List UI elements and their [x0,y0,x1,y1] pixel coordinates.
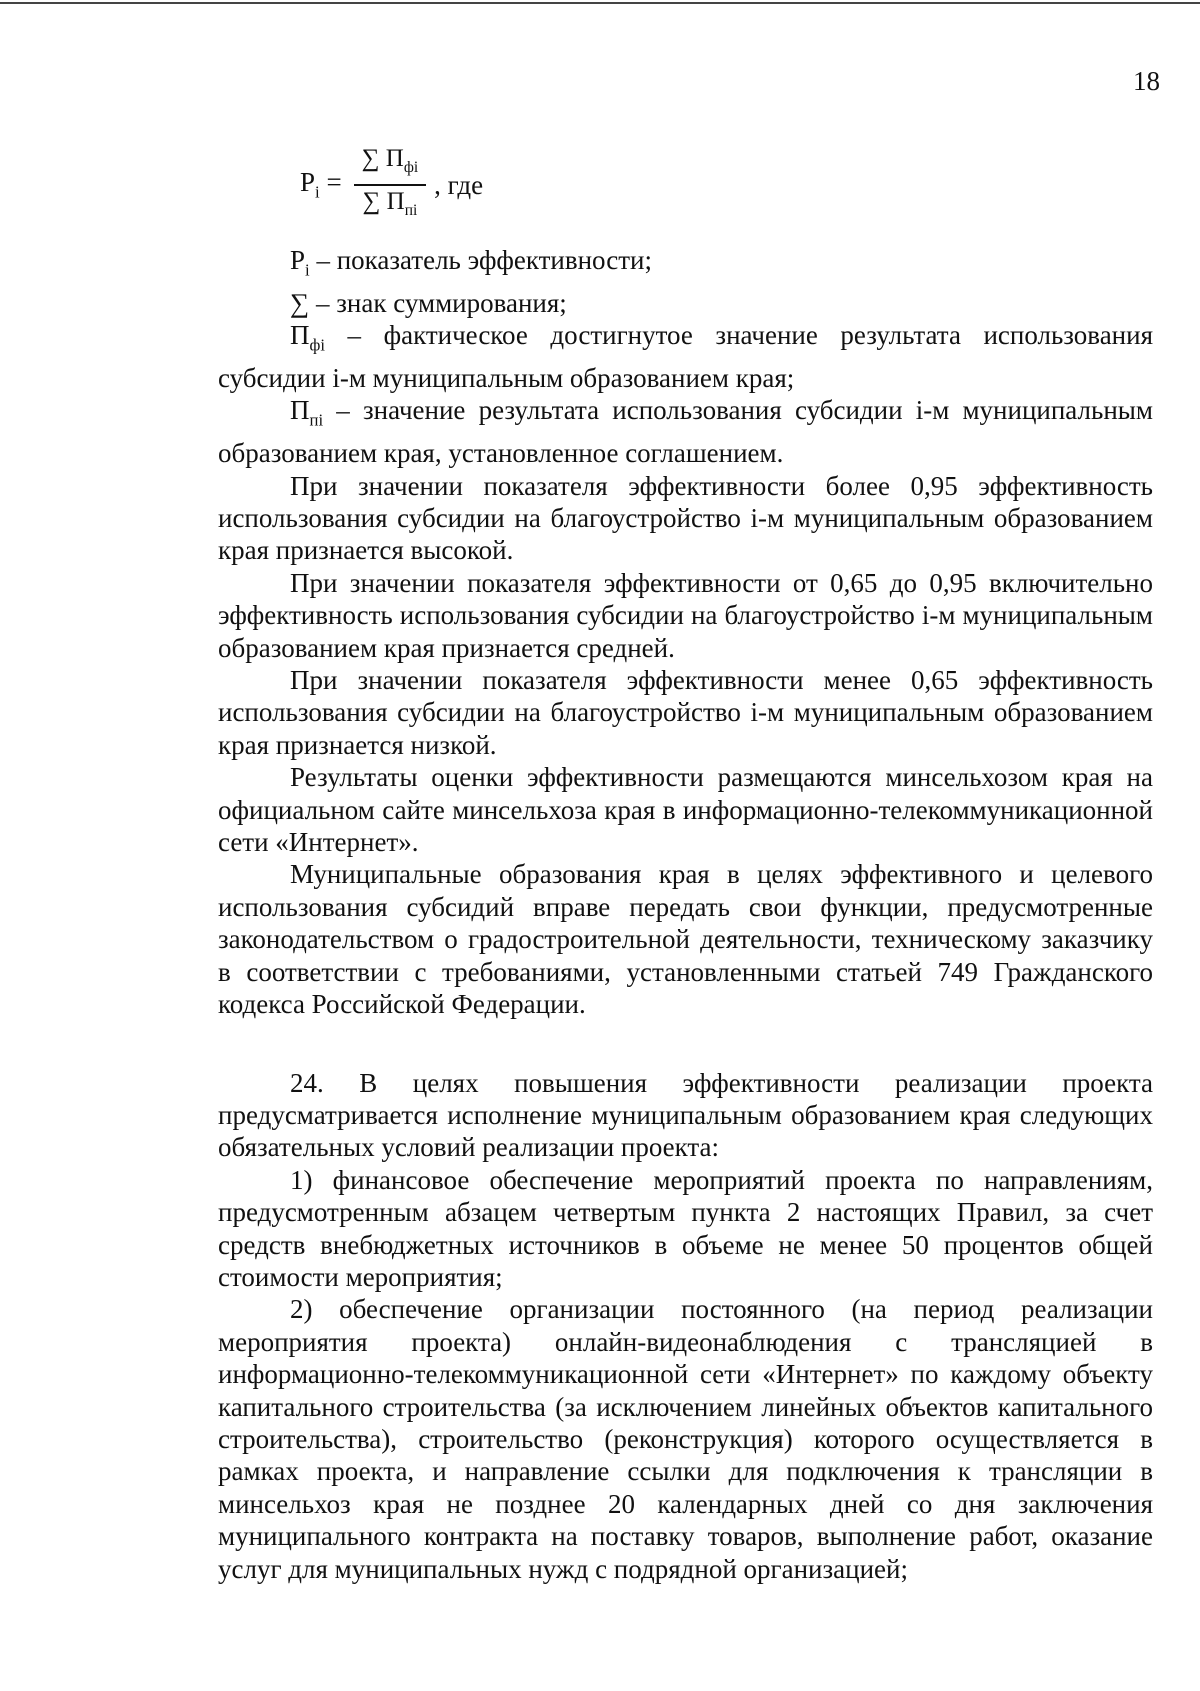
definition-sum: ∑ – знак суммирования; [290,287,567,318]
formula-lhs: $P_i$ = [300,167,342,202]
page-top-edge [0,2,1200,4]
page-number: 18 [1133,66,1160,96]
definition-p-i: $P_i$ – показатель эффективности; [290,245,652,280]
section-24-item-2: 2) обеспечение организации постоянного (на период реализации мероприятия проекта) онлайн-видеонаблюдения с трансляцией в информационно-телекоммуникационной сети «Интернет» по каждому объекту капитального строительства (за исключением линейных объектов капитального строительства), строительство (реконструкция) которого осуществляется в рамках проекта, и направление ссылки для подключения к трансляции в минсельхоз края не позднее 20 календарных дней со дня заключения муниципального контракта на поставку товаров, выполнение работ, оказание услуг для муниципальных нужд с подрядной организацией; [218,1294,1153,1584]
paragraph-low-efficiency: При значении показателя эффективности менее 0,65 эффективность использования субсидии на благоустройство i-м муниципальным образованием края признается низкой. [218,665,1153,760]
formula-numerator: ∑ $П_{фi}$ [354,145,427,186]
paragraph-high-efficiency: При значении показателя эффективности более 0,95 эффективность использования субсидии на благоустройство i-м муниципальным образованием края признается высокой. [218,470,1153,566]
formula-fraction [354,145,427,225]
definition-p-fact: $П_{фi}$ – фактическое достигнутое значение результата использования субсидии i-м муниципальным образованием края; [218,320,1153,393]
definition-p-plan: $П_{пi}$ – значение результата использования субсидии i-м муниципальным образованием края, установленное соглашением. [218,395,1153,469]
section-24-item-1: 1) финансовое обеспечение мероприятий проекта по направлениям, предусмотренным абзацем четвертым пункта 2 настоящих Правил, за счет средств внебюджетных источников в объеме не менее 50 процентов общей стоимости мероприятия; [218,1164,1153,1292]
efficiency-formula [300,145,483,225]
formula-tail: , где [434,169,484,200]
paragraph-medium-efficiency: При значении показателя эффективности от 0,65 до 0,95 включительно эффективность использования субсидии на благоустройство i-м муниципальным образованием края признается средней. [218,567,1153,663]
formula-denominator: ∑ $П_{пi}$ [362,188,418,219]
section-24-intro: 24. В целях повышения эффективности реализации проекта предусматривается исполнение муниципальным образованием края следующих обязательных условий реализации проекта: [218,1067,1153,1163]
document-body [218,244,1153,1585]
paragraph-municipal-functions: Муниципальные образования края в целях эффективного и целевого использования субсидий вправе передать свои функции, предусмотренные законодательством о градостроительной деятельности, техническому заказчику в соответствии с требованиями, установленными статьей 749 Гражданского кодекса Российской Федерации. [218,859,1153,1020]
paragraph-results-publication: Результаты оценки эффективности размещаются минсельхозом края на официальном сайте минсельхоза края в информационно-телекоммуникационной сети «Интернет». [218,762,1153,858]
